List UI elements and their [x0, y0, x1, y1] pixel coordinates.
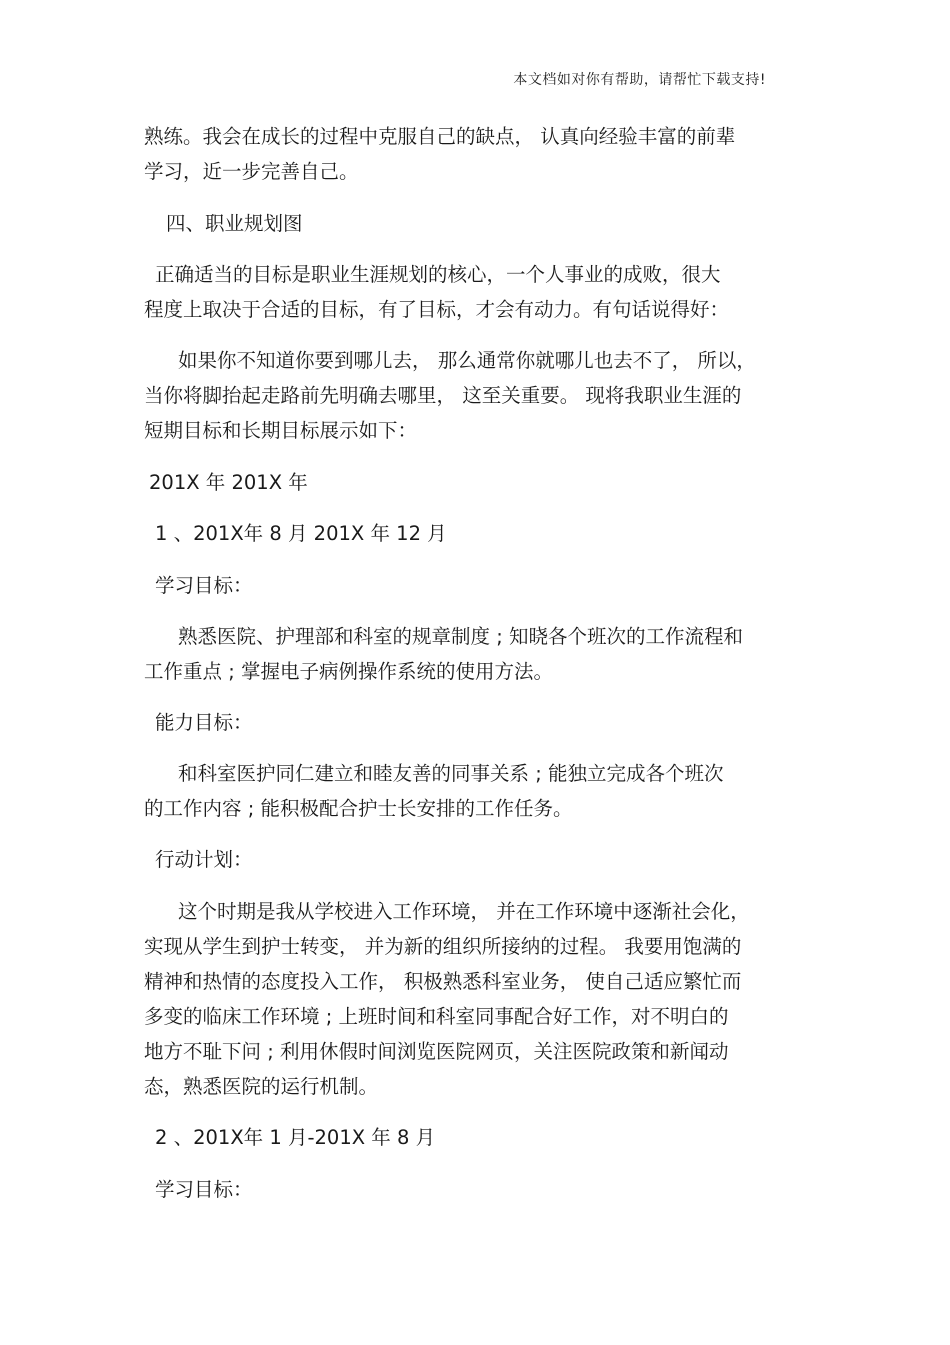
text-line: 熟悉医院、护理部和科室的规章制度 ; 知晓各个班次的工作流程和 — [178, 625, 743, 648]
text-line: 多变的临床工作环境 ; 上班时间和科室同事配合好工作，对不明白的 — [144, 1005, 729, 1028]
text-line: 当你将脚抬起走路前先明确去哪里， 这至关重要。 现将我职业生涯的 — [144, 384, 742, 407]
text-line: 学习，近一步完善自己。 — [144, 160, 359, 183]
subsection-label: 能力目标： — [155, 711, 253, 734]
subsection-label: 行动计划： — [155, 848, 253, 871]
text-line: 这个时期是我从学校进入工作环境， 并在工作环境中逐渐社会化， — [178, 900, 750, 923]
period-heading: 1 、201X年 8 月 201X 年 12 月 — [155, 522, 447, 545]
text-line: 如果你不知道你要到哪儿去， 那么通常你就哪儿也去不了， 所以， — [178, 349, 756, 372]
text-line: 态，熟悉医院的运行机制。 — [144, 1075, 379, 1098]
subsection-label: 学习目标： — [155, 1178, 253, 1201]
text-line: 正确适当的目标是职业生涯规划的核心，一个人事业的成败，很大 — [155, 263, 721, 286]
subsection-label: 学习目标： — [155, 574, 253, 597]
text-line: 实现从学生到护士转变， 并为新的组织所接纳的过程。 我要用饱满的 — [144, 935, 742, 958]
period-heading: 2 、201X年 1 月-201X 年 8 月 — [155, 1126, 436, 1149]
text-line: 和科室医护同仁建立和睦友善的同事关系 ; 能独立完成各个班次 — [178, 762, 724, 785]
section-heading: 四、职业规划图 — [166, 212, 303, 235]
header-note: 本文档如对你有帮助，请帮忙下载支持! — [513, 72, 766, 88]
text-line: 程度上取决于合适的目标，有了目标，才会有动力。有句话说得好： — [144, 298, 730, 321]
period-heading: 201X 年 201X 年 — [149, 471, 308, 494]
text-line: 熟练。我会在成长的过程中克服自己的缺点， 认真向经验丰富的前辈 — [144, 125, 736, 148]
text-line: 地方不耻下问 ; 利用休假时间浏览医院网页，关注医院政策和新闻动 — [144, 1040, 729, 1063]
text-line: 的工作内容 ; 能积极配合护士长安排的工作任务。 — [144, 797, 573, 820]
text-line: 精神和热情的态度投入工作， 积极熟悉科室业务， 使自己适应繁忙而 — [144, 970, 742, 993]
text-line: 工作重点 ; 掌握电子病例操作系统的使用方法。 — [144, 660, 553, 683]
text-line: 短期目标和长期目标展示如下： — [144, 419, 418, 442]
